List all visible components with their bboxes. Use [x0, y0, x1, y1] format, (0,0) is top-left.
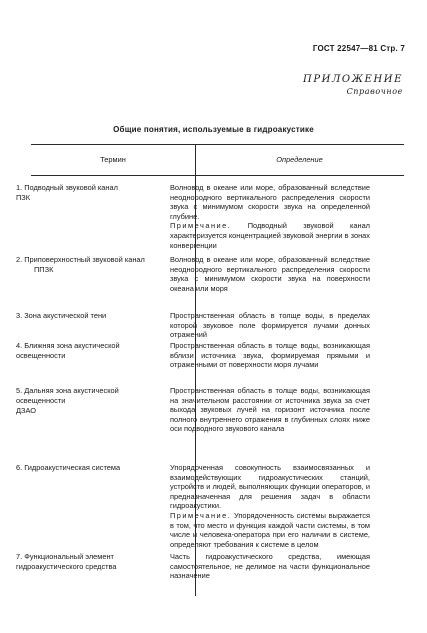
term-abbreviation: ДЗАО [16, 406, 36, 415]
table-row-definition [170, 386, 370, 434]
column-header-definition: Определение [276, 155, 323, 164]
appendix-title: ПРИЛОЖЕНИЕ [303, 74, 403, 85]
term-text: 6. Гидроакустическая система [16, 463, 121, 472]
definition-text: Пространственная область в толще воды, возникающая на значительном расстоянии от источника звука за счет выхода звуковых лучей на горизонт источника после полного внутреннего отражения в глубинных слоях ниже оси подводного звукового канала [170, 386, 370, 434]
table-row-definition [170, 311, 370, 340]
definition-text: Часть гидроакустического средства, имеющая самостоятельное, не делимое на части функциональное назначение [170, 552, 370, 581]
term-text: 1. Подводный звуковой канал [16, 183, 118, 192]
table-row-definition [170, 255, 370, 293]
table-row-definition [170, 183, 370, 250]
table-row-term [16, 255, 162, 275]
table-row-term [16, 311, 162, 321]
table-header-rule [31, 175, 404, 176]
appendix-label [303, 74, 403, 96]
table-row-definition [170, 341, 370, 370]
definition-text: Пространственная область в толще воды, в пределах которой звуковое поле формируется лучами донных отражений [170, 311, 370, 340]
table-row-term [16, 552, 162, 572]
document-title: Общие понятия, используемые в гидроакустике [113, 125, 314, 134]
note-text: Упорядоченность системы выражается в том, что место и функция каждой части системы, в том числе и человека-оператора при его наличии в системе, определяют требования к системе в целом [170, 510, 370, 549]
definition-text: Пространственная область в толще воды, возникающая вблизи источника звука, формируемая прямыми и отраженными от поверхности моря лучами [170, 341, 370, 370]
note-lead: Примечание. [170, 221, 232, 231]
table-row-term [16, 341, 162, 361]
term-text: 5. Дальняя зона акустической освещенности [16, 386, 119, 405]
term-text: 2. Приповерхностный звуковой канал [16, 255, 145, 264]
term-text: 4. Ближняя зона акустической освещенности [16, 341, 120, 360]
appendix-subtitle: Справочное [346, 87, 403, 96]
term-text: 3. Зона акустической тени [16, 311, 107, 320]
table-row-definition [170, 552, 370, 581]
definition-text: Упорядоченная совокупность взаимосвязанных и взаимодействующих гидроакустических станций, устройств и людей, выполняющих функции операторов, и предназначенная для решения задач в области гидроакустики. [170, 463, 370, 511]
standard-reference: ГОСТ 22547—81 Стр. 7 [312, 44, 405, 53]
column-header-term: Термин [100, 155, 126, 164]
definition-text: Волновод в океане или море, образованный вследствие неоднородного вертикального распределения скорости звука с минимумом скорости звука на поверхности океана или моря [170, 255, 370, 293]
note-lead: Примечание. [170, 510, 232, 520]
term-abbreviation: ППЗК [34, 265, 54, 274]
term-abbreviation: ПЗК [16, 193, 31, 202]
table-top-rule [31, 144, 404, 145]
table-row-term [16, 463, 162, 473]
table-row-term [16, 386, 162, 416]
table-row-definition [170, 463, 370, 549]
table-row-term [16, 183, 162, 203]
term-text: 7. Функциональный элемент гидроакустического средства [16, 552, 117, 571]
definition-text: Волновод в океане или море, образованный вследствие неоднородного вертикального распределения скорости звука с минимумом скорости звука на определенной глубине. [170, 183, 370, 221]
note-text: Подводный звуковой канал характеризуется концентрацией звуковой энергии в зонах конвергенции [170, 221, 370, 250]
